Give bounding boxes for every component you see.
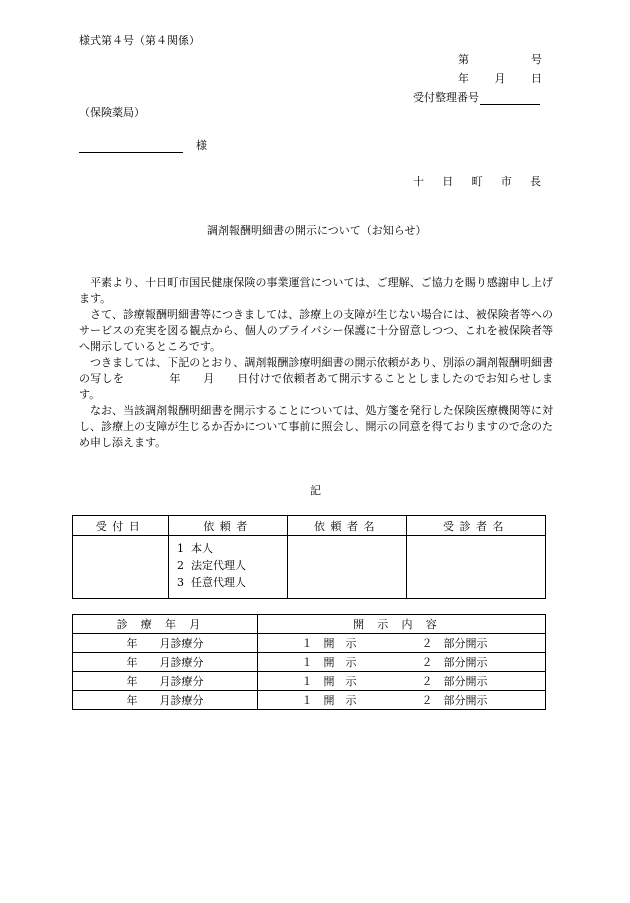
date-year: 年 (458, 72, 469, 85)
option-partial-disclosure[interactable]: ２ 部分開示 (421, 637, 488, 650)
option-full-disclosure[interactable]: １ 開 示 (301, 637, 357, 650)
header-requester: 依頼者 (169, 516, 288, 536)
request-table (72, 515, 546, 599)
requester-option[interactable]: 2 法定代理人 (177, 559, 246, 572)
table-row (73, 691, 546, 710)
reception-label: 受付整理番号 (413, 91, 479, 104)
cell-requester-name[interactable] (288, 536, 407, 599)
header-requester-name: 依頼者名 (288, 516, 407, 536)
paragraph: さて、診療報酬明細書等につきましては、診療上の支障が生じない場合には、被保険者等へのサービスの充実を図る観点から、個人のプライバシー保護に十分留意しつつ、これを被保険者等へ開示しているところです。 (79, 308, 553, 353)
number-prefix: 第 (458, 53, 469, 66)
option-full-disclosure[interactable]: １ 開 示 (301, 694, 357, 707)
paragraph: つきましては、下記のとおり、調剤報酬診療明細書の開示依頼があり、別添の調剤報酬明細書の写しを 年 月 日付けで依頼者あて開示することとしましたのでお知らせします。 (79, 356, 553, 401)
reception-number (413, 91, 540, 105)
header-patient-name: 受診者名 (407, 516, 546, 536)
treatment-month-cell[interactable]: 年 月診療分 (73, 691, 258, 710)
requester-option[interactable]: 1 本人 (177, 542, 213, 555)
disclosure-content-cell (258, 672, 546, 691)
sender-char: 町 (471, 175, 483, 188)
treatment-month-cell[interactable]: 年 月診療分 (73, 653, 258, 672)
header-treatment-month: 診療年月 (73, 615, 258, 634)
document-number-line (458, 53, 542, 67)
disclosure-content-cell (258, 691, 546, 710)
reception-number-blank (480, 93, 540, 105)
disclosure-content-cell (258, 634, 546, 653)
disclosure-table (72, 614, 546, 710)
table-row (73, 672, 546, 691)
recipient-org: （保険薬局） (79, 106, 145, 119)
date-month: 月 (494, 72, 506, 85)
sender-char: 十 (413, 175, 424, 188)
form-number: 様式第４号（第４関係） (79, 34, 200, 47)
header-reception-date: 受付日 (73, 516, 169, 536)
table-row (73, 634, 546, 653)
header-disclosure-content: 開示内容 (258, 615, 546, 634)
honorific: 様 (196, 139, 207, 152)
disclosure-content-cell (258, 653, 546, 672)
option-partial-disclosure[interactable]: ２ 部分開示 (421, 675, 488, 688)
treatment-month-cell[interactable]: 年 月診療分 (73, 672, 258, 691)
recipient-name-blank (79, 152, 183, 153)
paragraph: なお、当該調剤報酬明細書を開示することについては、処方箋を発行した保険医療機関等に対し、診療上の支障が生じるか否かについて事前に照会し、開示の同意を得ておりますので念のため申し添えます。 (79, 404, 553, 449)
option-full-disclosure[interactable]: １ 開 示 (301, 656, 357, 669)
table-row (73, 653, 546, 672)
cell-reception-date[interactable] (73, 536, 169, 599)
sender-char: 日 (442, 175, 454, 188)
document-title: 調剤報酬明細書の開示について（お知らせ） (207, 224, 427, 237)
paragraph: 平素より、十日町市国民健康保険の事業運営については、ご理解、ご協力を賜り感謝申し上げます。 (79, 276, 553, 305)
option-full-disclosure[interactable]: １ 開 示 (301, 675, 357, 688)
requester-option[interactable]: 3 任意代理人 (177, 576, 246, 589)
sender-char: 長 (530, 175, 541, 188)
treatment-month-cell[interactable]: 年 月診療分 (73, 634, 258, 653)
cell-requester (169, 536, 288, 599)
date-day: 日 (531, 72, 542, 85)
body-text (79, 275, 553, 451)
sender (413, 175, 541, 189)
option-partial-disclosure[interactable]: ２ 部分開示 (421, 694, 488, 707)
option-partial-disclosure[interactable]: ２ 部分開示 (421, 656, 488, 669)
ki-heading: 記 (310, 484, 321, 497)
cell-patient-name[interactable] (407, 536, 546, 599)
number-suffix: 号 (531, 53, 542, 66)
sender-char: 市 (500, 175, 512, 188)
date-line (458, 72, 542, 86)
